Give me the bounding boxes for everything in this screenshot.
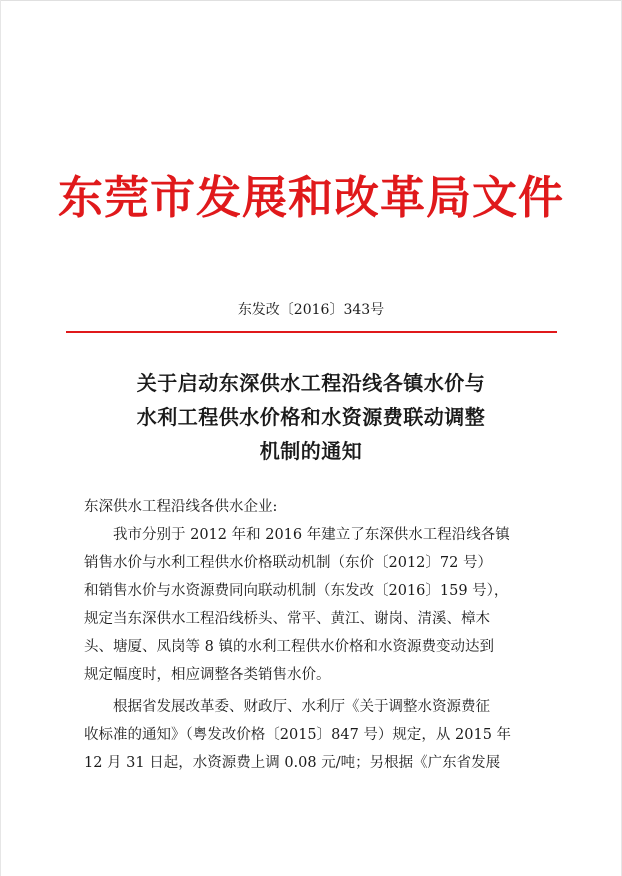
paragraph-1 xyxy=(84,521,544,689)
title-line-3: 机制的通知 xyxy=(259,439,363,463)
paragraph-1-line-3: 和销售水价与水资源费同向联动机制（东发改〔2016〕159 号）， xyxy=(84,583,509,599)
title-line-2: 水利工程供水价格和水资源费联动调整 xyxy=(136,405,486,429)
page-edge-top xyxy=(0,0,622,1)
title-line-1: 关于启动东深供水工程沿线各镇水价与 xyxy=(136,371,486,395)
paragraph-1-line-6: 规定幅度时，相应调整各类销售水价。 xyxy=(84,667,331,683)
document-number: 东发改〔2016〕343号 xyxy=(237,302,385,318)
paragraph-2 xyxy=(84,693,544,777)
paragraph-1-line-2: 销售水价与水利工程供水价格联动机制（东价〔2012〕72 号） xyxy=(84,555,492,571)
paragraph-1-line-5: 头、塘厦、凤岗等 8 镇的水利工程供水价格和水资源费变动达到 xyxy=(84,639,494,655)
red-divider-rule xyxy=(66,331,557,333)
paragraph-2-line-1: 根据省发展改革委、财政厅、水利厅《关于调整水资源费征 xyxy=(113,699,490,715)
masthead-title: 东莞市发展和改革局文件 xyxy=(57,171,564,224)
document-title xyxy=(60,366,562,468)
page-edge-left xyxy=(0,0,1,876)
paragraph-2-line-3: 12 月 31 日起，水资源费上调 0.08 元/吨；另根据《广东省发展 xyxy=(84,755,501,771)
paragraph-1-line-4: 规定当东深供水工程沿线桥头、常平、黄江、谢岗、清溪、樟木 xyxy=(84,611,490,627)
addressee: 东深供水工程沿线各供水企业: xyxy=(84,499,278,515)
document-body xyxy=(84,493,544,777)
paragraph-2-line-2: 收标准的通知》（粤发改价格〔2015〕847 号）规定，从 2015 年 xyxy=(84,727,512,743)
paragraph-1-line-1: 我市分别于 2012 年和 2016 年建立了东深供水工程沿线各镇 xyxy=(113,527,510,543)
